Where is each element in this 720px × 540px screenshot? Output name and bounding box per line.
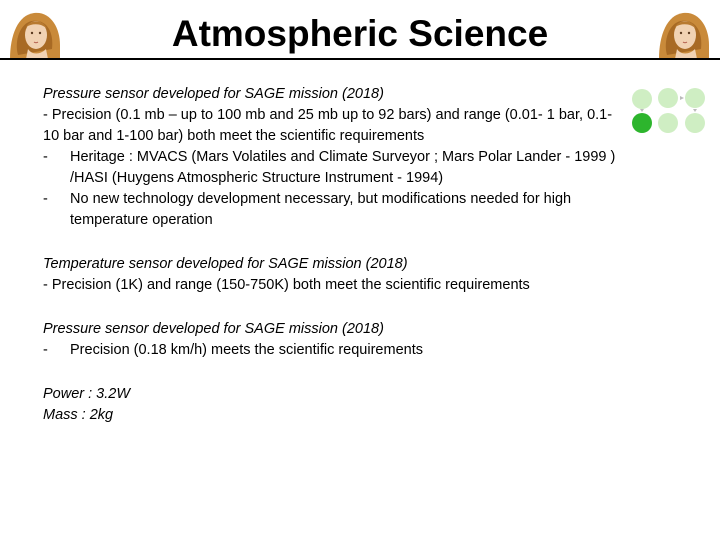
- bullet-text: Precision (0.18 km/h) meets the scientific requirements: [70, 342, 423, 358]
- bullet-text: No new technology development necessary, but modifications needed for high temperature operation: [70, 191, 572, 228]
- section-heading: Temperature sensor developed for SAGE mission (2018): [43, 256, 408, 272]
- section-heading: Pressure sensor developed for SAGE mission (2018): [43, 321, 384, 337]
- title-divider: [0, 58, 720, 60]
- progress-dots-icon: [628, 85, 712, 137]
- page-title: Atmospheric Science: [171, 13, 549, 54]
- section-text: - Precision (1K) and range (150-750K) both meet the scientific requirements: [43, 277, 530, 293]
- bullet-marker: -: [43, 149, 48, 165]
- list-item: [43, 189, 623, 231]
- section-heading: Pressure sensor developed for SAGE mission (2018): [43, 86, 384, 102]
- mass-spec: Mass : 2kg: [43, 407, 114, 423]
- list-item: [43, 340, 623, 361]
- bullet-text: Heritage : MVACS (Mars Volatiles and Climate Surveyor ; Mars Polar Lander - 1999 ) /HASI (Huygens Atmospheric Structure Instrument - 1994): [70, 149, 616, 186]
- section-text: - Precision (0.1 mb – up to 100 mb and 25 mb up to 92 bars) and range (0.01- 1 bar, 0.1-10 bar and 1-100 bar) both meet the scientific requirements: [43, 107, 613, 144]
- bullet-marker: -: [43, 191, 48, 207]
- slide-body: [43, 84, 623, 426]
- bullet-marker: -: [43, 342, 48, 358]
- power-spec: Power : 3.2W: [43, 386, 131, 402]
- list-item: [43, 147, 623, 189]
